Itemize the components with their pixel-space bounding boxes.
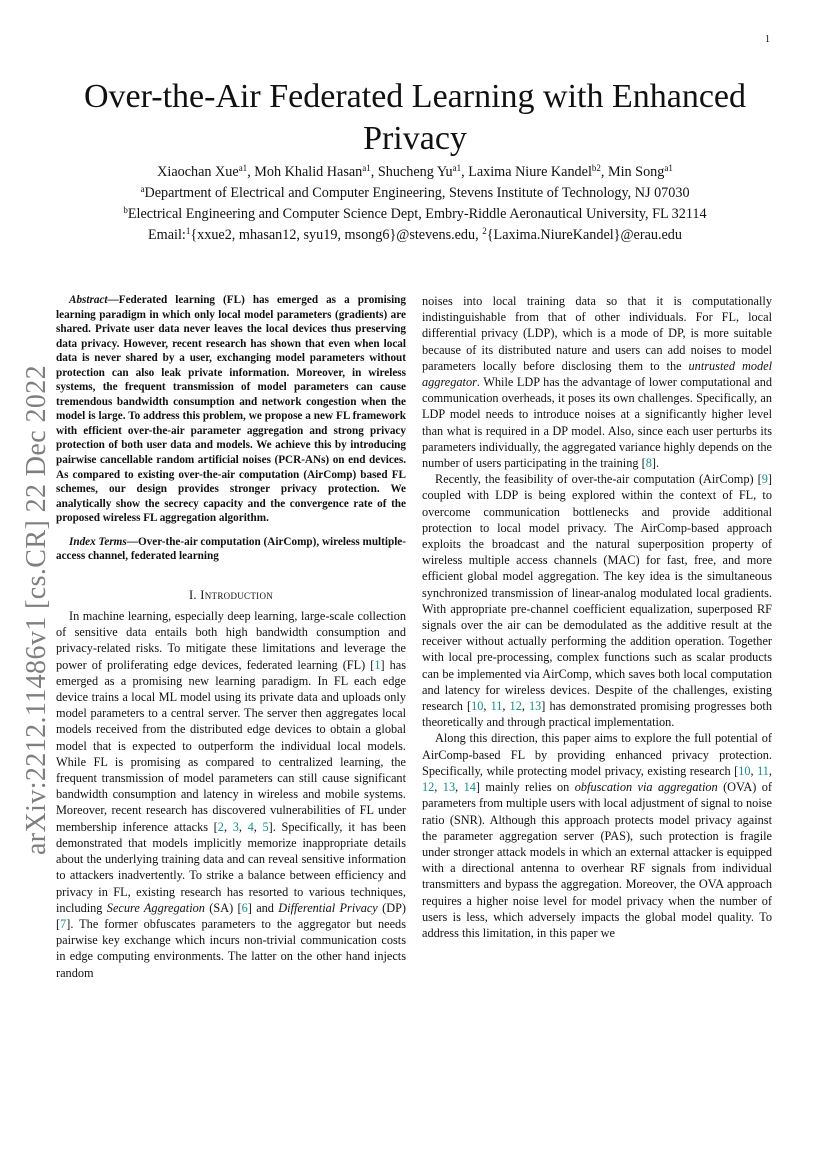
paragraph-text: Recently, the feasibility of over-the-air computation (AirComp) [ — [435, 472, 762, 487]
separator: , — [434, 780, 443, 795]
email-address: {xxue2, mhasan12, syu19, msong6}@stevens.edu, — [190, 227, 479, 243]
index-terms-label: Index Terms — [69, 535, 127, 548]
paragraph-text: (OVA) of parameters from multiple users with local adjustment of signal to noise ratio (SNR). Although this approach protects model privacy against the parameter aggregation server (PAS), such protection is fragile under stronger attack models in which an external attacker is equipped with a directional antenna to overhear RF signals from individual transmitters and bypass the aggregation. Moreover, the OVA approach requires a higher noise level for model privacy when the number of users is less, which adversely impacts the global model quality. To address this limitation, in this paper we — [422, 780, 772, 940]
citation-link[interactable]: 10 — [738, 763, 751, 778]
paragraph-text: ]. Specifically, it has been demonstrated that models implicitly memorize inappropriate details about the underlying training data and can reveal sensitive information to attackers inadvertently. To strike a balance between efficiency and privacy in FL, existing research has resorted to various techniques, including — [56, 819, 406, 915]
separator: , — [238, 819, 248, 834]
section-title: Introduction — [200, 587, 274, 602]
section-heading — [56, 587, 406, 603]
arxiv-identifier: arXiv:2212.11486v1 [cs.CR] 22 Dec 2022 — [21, 364, 52, 856]
abstract-text: —Federated learning (FL) has emerged as a promising learning paradigm in which only local model parameters (gradients) are shared. Private user data never leaves the local devices thus preserving data privacy. However, recent research has shown that even when local data is never shared by a user, exchanging model parameters without protection can also leak private information. Moreover, in wireless systems, the frequent transmission of model parameters can cause tremendous bandwidth consumption and network congestion when the model is large. To address this problem, we propose a new FL framework with efficient over-the-air parameter aggregation and strong privacy protection of both user data and models. We achieve this by introducing pairwise cancellable random artificial noises (PCR-ANs) on end devices. As compared to existing over-the-air computation (AirComp) based FL schemes, our design provides stronger privacy protection. We analytically show the secrecy capacity and the convergence rate of the proposed wireless FL aggregation algorithm. — [56, 294, 406, 525]
separator: , — [750, 763, 758, 778]
paragraph-text: ] has emerged as a promising new learning paradigm. In FL each edge device trains a local ML model using its private data and uploads only model parameters to a central server. The server then aggregates local models received from the distributed edge devices to obtain a global model that is expected to outperform the individual local models. While FL is promising as compared to centralized learning, the frequent transmission of model parameters can still cause significant bandwidth consumption and latency in wireless and mobile systems. Moreover, recent research has discovered vulnerabilities of FL under membership inference attacks [ — [56, 657, 406, 834]
author-superscript: a1 — [452, 163, 462, 173]
paragraph-text: ] coupled with LDP is being explored within the context of FL, to overcome communication bottlenecks and provide additional protection to local model privacy. The AirComp-based approach exploits the broadcast and the natural superposition property of wireless multiple access channels (MAC) for fast, free, and more efficient global model aggregation. The key idea is the simultaneous synchronized transmission of linear-analog modulated local gradients. With appropriate pre-channel coefficient equalization, superposed RF signals over the air can be demodulated as the additive result at the receiver without actually performing the addition operation. Together with local pre-processing, complex functions such as scalar products can be implemented via AirComp, which saves both local computation and latency for wireless devices. Despite of the challenges, existing research [ — [422, 472, 772, 714]
citation-link[interactable]: 4 — [247, 819, 254, 834]
citation-link[interactable]: 3 — [232, 819, 239, 834]
abstract-label: Abstract — [69, 294, 108, 306]
paragraph-text: In machine learning, especially deep learning, large-scale collection of sensitive data entails both high bandwidth consumption and privacy-related risks. To mitigate these limitations and leverage the power of proliferating edge devices, federated learning (FL) [ — [56, 609, 406, 672]
paper-title: Over-the-Air Federated Learning with Enhanced Privacy — [83, 78, 747, 157]
author-superscript: a1 — [362, 163, 371, 173]
emphasis: Secure Aggregation — [106, 900, 205, 915]
arxiv-side-stamp — [22, 360, 52, 860]
citation-link[interactable]: 9 — [761, 472, 768, 487]
paragraph-aircomp — [422, 471, 772, 730]
citation-link[interactable]: 14 — [463, 780, 476, 795]
affiliation-text: Department of Electrical and Computer Engineering, Stevens Institute of Technology, NJ 07030 — [144, 185, 690, 201]
author-name: Min Song — [607, 164, 665, 180]
citation-link[interactable]: 11 — [757, 763, 769, 778]
page-number: 1 — [765, 34, 770, 45]
citation-link[interactable]: 11 — [490, 699, 503, 714]
affiliation-text: Electrical Engineering and Computer Science Dept, Embry-Riddle Aeronautical University, FL 32114 — [127, 206, 707, 222]
email-label: Email: — [148, 227, 186, 243]
separator: , — [253, 819, 263, 834]
email-address: {Laxima.NiureKandel}@erau.edu — [486, 227, 682, 243]
section-number: I. — [188, 587, 197, 602]
emphasis: Differential Privacy — [278, 900, 378, 915]
affiliation-b — [70, 204, 760, 225]
paragraph-text: noises into local training data so that it is computationally indistinguishable from that of other individuals. For FL, local differential privacy (LDP), which is a mode of DP, is more suitable because of its distributed nature and users can add noises to model parameters locally before disclosing them to the — [422, 294, 772, 373]
citation-link[interactable]: 2 — [217, 819, 224, 834]
separator: , — [483, 699, 491, 714]
paragraph-text: ]. The former obfuscates parameters to the aggregator but needs pairwise key exchange which incurs non-trivial communication costs in edge computing environments. The latter on the other hand injects random — [56, 916, 406, 980]
paragraph-text: ]. — [651, 456, 660, 471]
index-terms-text: —Over-the-air computation (AirComp), wireless multiple-access channel, federated learning — [56, 535, 406, 563]
author-superscript: b2 — [591, 163, 601, 173]
email-superscript: 1 — [185, 226, 191, 236]
citation-link[interactable]: 12 — [422, 780, 435, 795]
index-terms — [56, 535, 406, 564]
affiliation-a — [70, 183, 760, 204]
abstract — [56, 293, 406, 526]
paragraph-text: ] mainly relies on — [475, 780, 575, 795]
intro-paragraph-1 — [56, 608, 406, 981]
citation-link[interactable]: 8 — [645, 456, 652, 471]
author-superscript: a1 — [238, 163, 248, 173]
emphasis: obfuscation via aggregation — [574, 780, 718, 795]
affiliation-superscript: b — [123, 205, 128, 215]
author-name: Shucheng Yu — [377, 164, 453, 180]
citation-link[interactable]: 7 — [60, 916, 67, 931]
separator: , — [521, 699, 529, 714]
citation-link[interactable]: 13 — [528, 699, 542, 714]
citation-link[interactable]: 12 — [509, 699, 522, 714]
citation-link[interactable]: 13 — [442, 780, 456, 795]
author-names: Xiaochan Xue$^{a1}$, Moh Khalid Hasan$^{a1}$, Shucheng $Yu^{a1}$, Laxima Niure Kandel$^{b2}$, Min Song$^{a1}$ — [157, 163, 673, 180]
author-superscript: a1 — [664, 163, 673, 173]
paragraph-text: (DP) [ — [56, 900, 407, 931]
citation-link[interactable]: 5 — [262, 819, 269, 834]
separator: , — [223, 819, 233, 834]
email-superscript: 2 — [482, 226, 487, 236]
author-name: Laxima Niure Kandel — [468, 164, 592, 180]
author-block — [70, 162, 760, 246]
right-column — [422, 293, 772, 941]
paragraph-text: ] and — [247, 900, 279, 915]
left-column — [56, 293, 406, 981]
separator: , — [455, 780, 464, 795]
emphasis: untrusted model aggregator — [422, 358, 772, 390]
paragraph-text: . While LDP has the advantage of lower computational and communication overheads, it poses its own challenges. Specifically, an LDP model needs to introduce noises at a significantly higher level than what is required in a DP model. Also, since each user perturbs its parameters individually, the aggregated variance highly depends on the number of users participating in the training [ — [422, 375, 772, 471]
paragraph-text: ] has demonstrated promising progresses both theoretically and through practical implementation. — [422, 699, 772, 730]
email-line — [70, 225, 760, 246]
separator: , — [502, 699, 510, 714]
paragraph-text: Along this direction, this paper aims to explore the full potential of AirComp-based FL by providing enhanced privacy protection. Specifically, while protecting model privacy, existing research [ — [422, 731, 772, 778]
citation-link[interactable]: 10 — [471, 699, 484, 714]
author-name: Xiaochan Xue — [157, 164, 239, 180]
paragraph-direction — [422, 730, 772, 941]
paragraph-continued — [422, 293, 772, 471]
separator: , — [768, 763, 772, 778]
citation-link[interactable]: 6 — [241, 900, 248, 915]
author-name: Moh Khalid Hasan — [254, 164, 363, 180]
affiliation-superscript: a — [140, 184, 145, 194]
paragraph-text: (SA) [ — [204, 900, 242, 915]
citation-link[interactable]: 1 — [374, 657, 381, 672]
